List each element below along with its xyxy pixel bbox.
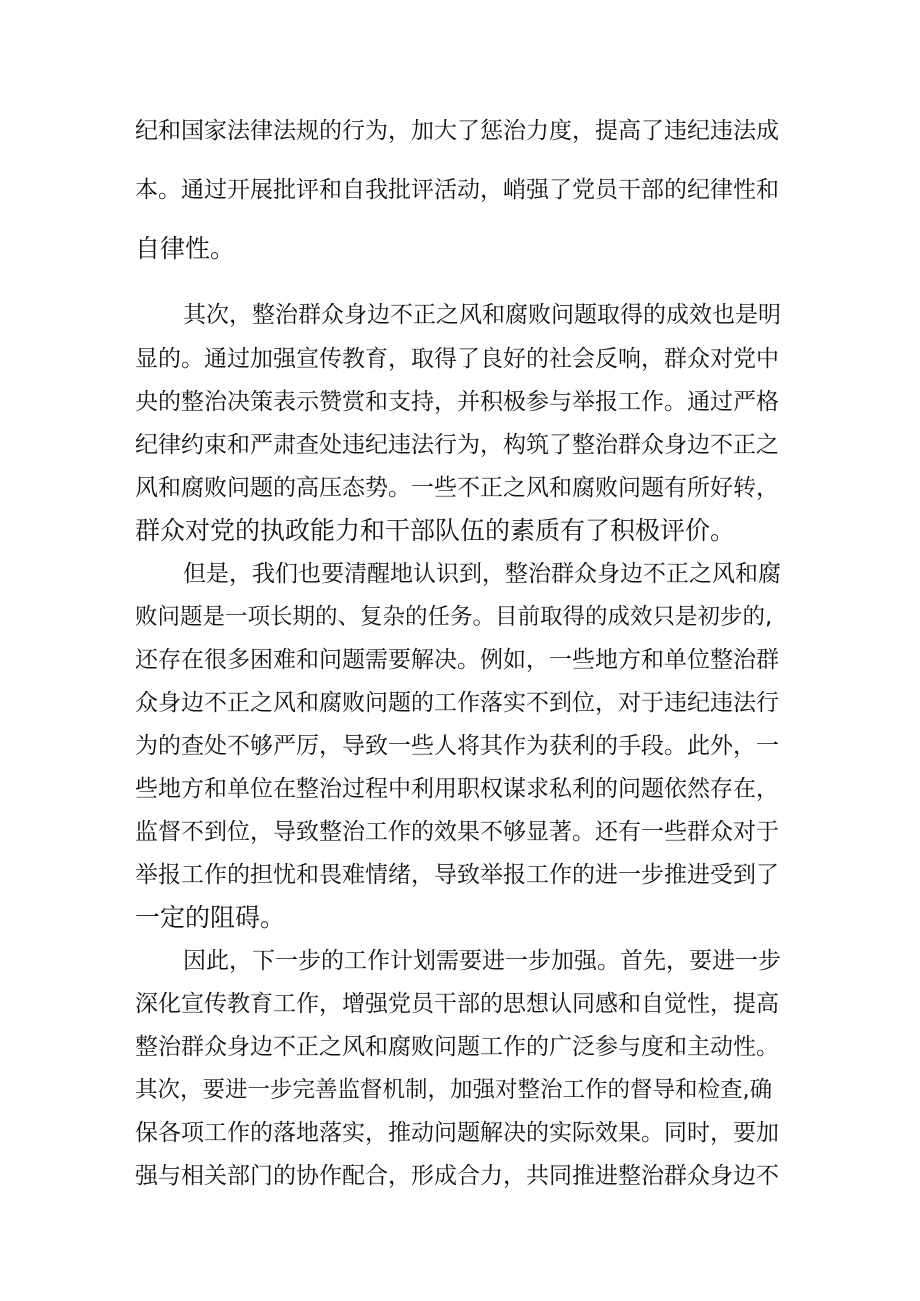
text-line: 但是，我们也要清醒地认识到，整治群众身边不正之风和腐	[183, 561, 781, 587]
text-line: 本。通过开展批评和自我批评活动，峭强了党员干部的纪律性和	[135, 177, 779, 203]
text-line: 深化宣传教育工作，增强党员干部的思想认同感和自觉性，提高	[135, 991, 779, 1017]
text-line: 举报工作的担忧和畏难情绪，导致举报工作的进一步推进受到了	[135, 862, 779, 888]
text-line: 强与相关部门的协作配合，形成合力，共同推进整治群众身边不	[135, 1163, 779, 1189]
text-line: 纪和国家法律法规的行为，加大了惩治力度，提高了违纪违法成	[135, 118, 779, 144]
text-line: 纪律约束和严肃查处违纪违法行为，构筑了整治群众身边不正之	[135, 432, 779, 458]
text-line: 败问题是一项长期的、复杂的任务。目前取得的成效只是初步的,	[135, 604, 773, 630]
text-line: 因此，下一步的工作计划需要进一步加强。首先，要进一步	[183, 948, 781, 974]
text-line: 一定的阻碍。	[135, 903, 286, 932]
text-line: 为的查处不够严厉，导致一些人将其作为获利的手段。此外，一	[135, 733, 779, 759]
text-line: 保各项工作的落地落实，推动问题解决的实际效果。同时，要加	[135, 1120, 779, 1146]
text-line: 风和腐败问题的高压态势。一些不正之风和腐败问题有所好转，	[135, 475, 779, 501]
text-line: 自律性。	[135, 234, 236, 263]
text-line: 整治群众身边不正之风和腐败问题工作的广泛参与度和主动性。	[135, 1034, 779, 1060]
text-line: 些地方和单位在整治过程中利用职权谋求私利的问题依然存在，	[135, 776, 779, 802]
text-line: 其次，要进一步完善监督机制，加强对整治工作的督导和检查,确	[135, 1077, 773, 1103]
text-line: 监督不到位，导致整治工作的效果不够显著。还有一些群众对于	[135, 819, 779, 845]
text-line: 众身边不正之风和腐败问题的工作落实不到位，对于违纪违法行	[135, 690, 779, 716]
text-line: 显的。通过加强宣传教育，取得了良好的社会反响，群众对党中	[135, 346, 779, 372]
text-line: 群众对党的执政能力和干部队伍的素质有了积极评价。	[135, 516, 736, 545]
text-line: 还存在很多困难和问题需要解决。例如，一些地方和单位整治群	[135, 647, 779, 673]
text-line: 其次，整治群众身边不正之风和腐败问题取得的成效也是明	[183, 302, 781, 328]
text-line: 央的整治决策表示赞赏和支持，并积极参与举报工作。通过严格	[135, 389, 779, 415]
